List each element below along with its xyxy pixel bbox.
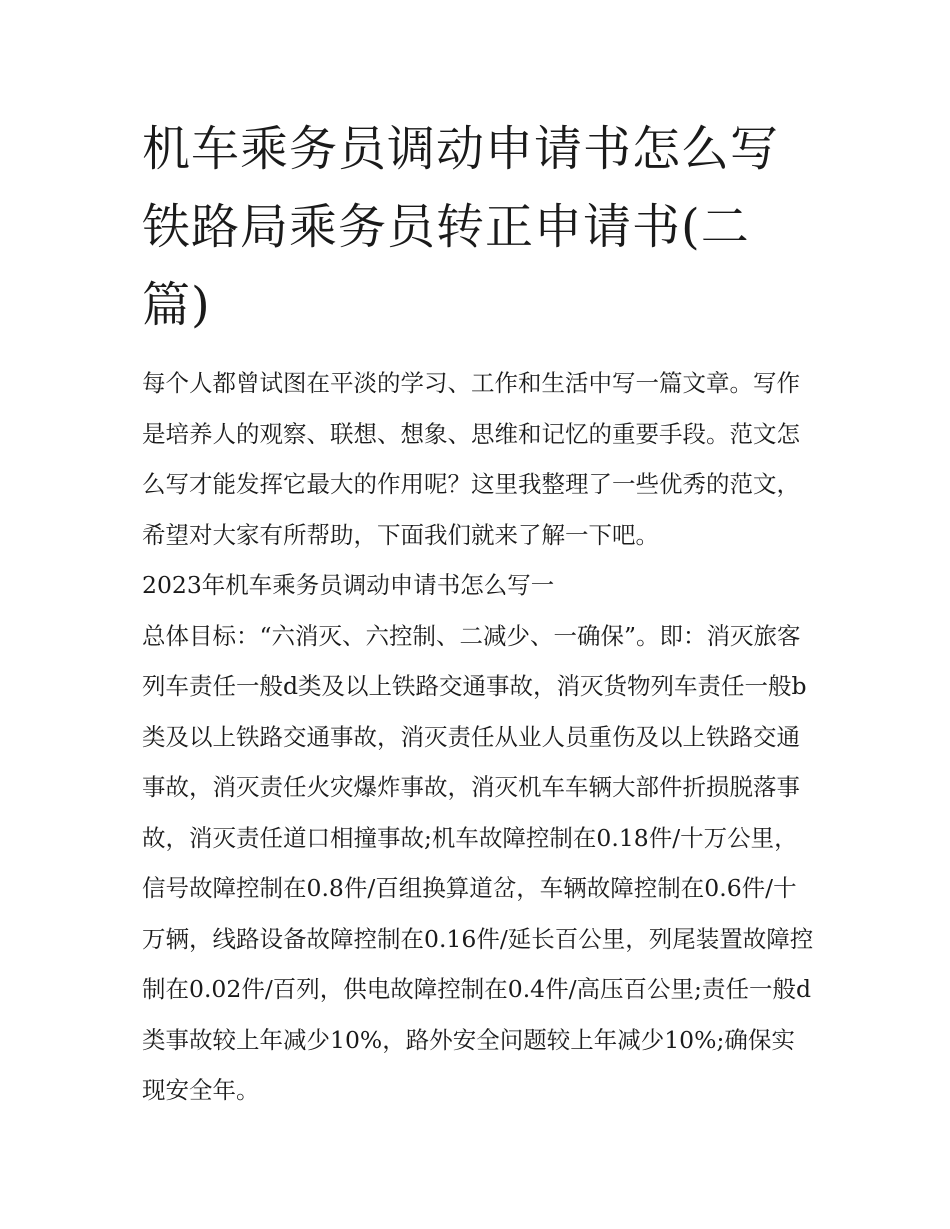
document-title: 机车乘务员调动申请书怎么写铁路局乘务员转正申请书(二篇) <box>142 121 780 333</box>
document-page <box>142 110 814 1116</box>
body-paragraph: 总体目标：“六消灭、六控制、二减少、一确保”。即：消灭旅客列车责任一般d类及以上铁路交通事故，消灭货物列车责任一般b类及以上铁路交通事故，消灭责任从业人员重伤及以上铁路交通事故，消灭责任火灾爆炸事故，消灭机车车辆大部件折损脱落事故，消灭责任道口相撞事故;机车故障控制在0.18件/十万公里，信号故障控制在0.8件/百组换算道岔，车辆故障控制在0.6件/十万辆，线路设备故障控制在0.16件/延长百公里，列尾装置故障控制在0.02件/百列，供电故障控制在0.4件/高压百公里;责任一般d类事故较上年减少10%，路外安全问题较上年减少10%;确保实现安全年。 <box>142 621 814 1104</box>
intro-paragraph: 每个人都曾试图在平淡的学习、工作和生活中写一篇文章。写作是培养人的观察、联想、想象、思维和记忆的重要手段。范文怎么写才能发挥它最大的作用呢？这里我整理了一些优秀的范文，希望对大家有所帮助，下面我们就来了解一下吧。 <box>142 369 800 549</box>
section-heading: 2023年机车乘务员调动申请书怎么写一 <box>142 571 555 599</box>
